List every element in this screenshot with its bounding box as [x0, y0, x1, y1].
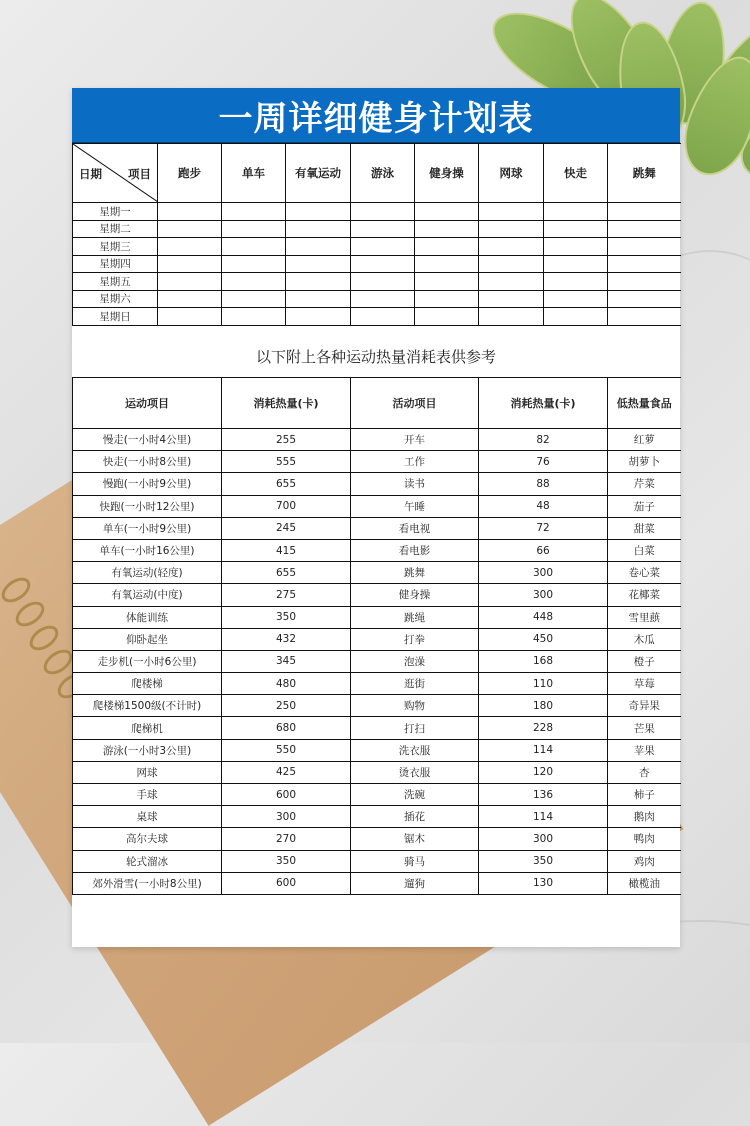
exercise-calories: 425: [222, 761, 351, 783]
table-row: [73, 761, 681, 783]
table-row: [73, 673, 681, 695]
activity-name: 烫衣服: [351, 761, 479, 783]
table-row: [73, 717, 681, 739]
activity-name: 开车: [351, 429, 479, 451]
table-row: [73, 562, 681, 584]
day-label: 星期三: [73, 238, 158, 256]
table-row: [73, 850, 681, 872]
activity-calories: 76: [479, 451, 608, 473]
plan-cell[interactable]: [222, 290, 286, 308]
exercise-calories: 655: [222, 473, 351, 495]
plan-day-row: [73, 308, 681, 326]
plan-cell[interactable]: [415, 290, 479, 308]
plan-column-header: 跑步: [158, 144, 222, 203]
exercise-name: 高尔夫球: [73, 828, 222, 850]
activity-calories: 300: [479, 584, 608, 606]
activity-calories: 130: [479, 872, 608, 894]
low-calorie-food: 芒果: [608, 717, 681, 739]
plan-cell[interactable]: [479, 290, 544, 308]
plan-cell[interactable]: [479, 220, 544, 238]
plan-cell[interactable]: [158, 255, 222, 273]
plan-column-header: 游泳: [351, 144, 415, 203]
plan-cell[interactable]: [222, 203, 286, 221]
table-row: [73, 650, 681, 672]
low-calorie-food: 柿子: [608, 784, 681, 806]
activity-calories: 300: [479, 828, 608, 850]
exercise-name: 走步机(一小时6公里): [73, 650, 222, 672]
exercise-calories: 300: [222, 806, 351, 828]
calorie-reference-table: [72, 377, 681, 895]
plan-cell[interactable]: [608, 290, 681, 308]
exercise-calories: 432: [222, 628, 351, 650]
fitness-plan-sheet: [72, 88, 680, 947]
exercise-name: 快跑(一小时12公里): [73, 495, 222, 517]
exercise-name: 有氧运动(轻度): [73, 562, 222, 584]
activity-calories: 136: [479, 784, 608, 806]
table-row: [73, 606, 681, 628]
low-calorie-food: 红萝: [608, 429, 681, 451]
exercise-name: 仰卧起坐: [73, 628, 222, 650]
exercise-calories: 255: [222, 429, 351, 451]
plan-day-row: [73, 273, 681, 291]
activity-calories: 168: [479, 650, 608, 672]
plan-cell[interactable]: [351, 273, 415, 291]
activity-name: 读书: [351, 473, 479, 495]
plan-day-row: [73, 238, 681, 256]
table-row: [73, 806, 681, 828]
low-calorie-food: 鸡肉: [608, 850, 681, 872]
table-row: [73, 584, 681, 606]
exercise-calories: 550: [222, 739, 351, 761]
low-calorie-food: 鹅肉: [608, 806, 681, 828]
low-calorie-food: 胡萝卜: [608, 451, 681, 473]
page-title: 一周详细健身计划表: [72, 88, 680, 144]
table-row: [73, 429, 681, 451]
activity-name: 骑马: [351, 850, 479, 872]
table-row: [73, 628, 681, 650]
reference-section-title: 以下附上各种运动热量消耗表供参考: [255, 347, 496, 366]
activity-name: 洗碗: [351, 784, 479, 806]
table-row: [73, 539, 681, 561]
plan-cell[interactable]: [544, 255, 608, 273]
table-row: [73, 695, 681, 717]
exercise-name: 慢跑(一小时9公里): [73, 473, 222, 495]
activity-name: 打扫: [351, 717, 479, 739]
exercise-name: 轮式溜冰: [73, 850, 222, 872]
plan-cell[interactable]: [544, 308, 608, 326]
plan-column-header: 健身操: [415, 144, 479, 203]
activity-name: 跳舞: [351, 562, 479, 584]
exercise-calories: 555: [222, 451, 351, 473]
day-label: 星期二: [73, 220, 158, 238]
activity-calories: 120: [479, 761, 608, 783]
exercise-calories: 250: [222, 695, 351, 717]
exercise-name: 桌球: [73, 806, 222, 828]
plan-cell[interactable]: [479, 308, 544, 326]
plan-cell[interactable]: [158, 238, 222, 256]
table-row: [73, 872, 681, 894]
plan-cell[interactable]: [222, 238, 286, 256]
plan-cell[interactable]: [351, 255, 415, 273]
corner-label-item: 项目: [128, 167, 151, 181]
plan-cell[interactable]: [479, 203, 544, 221]
table-row: [73, 784, 681, 806]
low-calorie-food: 木瓜: [608, 628, 681, 650]
plan-cell[interactable]: [608, 220, 681, 238]
exercise-name: 爬梯机: [73, 717, 222, 739]
activity-name: 泡澡: [351, 650, 479, 672]
corner-label-date: 日期: [79, 167, 102, 181]
exercise-name: 游泳(一小时3公里): [73, 739, 222, 761]
low-calorie-food: 甜菜: [608, 517, 681, 539]
day-label: 星期日: [73, 308, 158, 326]
exercise-calories: 680: [222, 717, 351, 739]
activity-calories: 110: [479, 673, 608, 695]
plan-column-header: 跳舞: [608, 144, 681, 203]
activity-name: 跳绳: [351, 606, 479, 628]
low-calorie-food: 橙子: [608, 650, 681, 672]
plan-cell[interactable]: [415, 273, 479, 291]
exercise-calories: 600: [222, 784, 351, 806]
plan-column-header: 网球: [479, 144, 544, 203]
plan-cell[interactable]: [158, 220, 222, 238]
exercise-name: 爬楼梯: [73, 673, 222, 695]
column-header: 消耗热量(卡): [479, 378, 608, 429]
low-calorie-food: 鸭肉: [608, 828, 681, 850]
plan-cell[interactable]: [544, 290, 608, 308]
low-calorie-food: 芹菜: [608, 473, 681, 495]
plan-column-header: 快走: [544, 144, 608, 203]
activity-calories: 114: [479, 806, 608, 828]
day-label: 星期六: [73, 290, 158, 308]
low-calorie-food: 奇异果: [608, 695, 681, 717]
low-calorie-food: 卷心菜: [608, 562, 681, 584]
day-label: 星期四: [73, 255, 158, 273]
plan-corner-cell: [73, 144, 158, 203]
plan-cell[interactable]: [351, 308, 415, 326]
plan-cell[interactable]: [608, 238, 681, 256]
plan-cell[interactable]: [544, 238, 608, 256]
exercise-name: 网球: [73, 761, 222, 783]
column-header: 活动项目: [351, 378, 479, 429]
plan-cell[interactable]: [415, 238, 479, 256]
activity-calories: 450: [479, 628, 608, 650]
activity-calories: 48: [479, 495, 608, 517]
plan-cell[interactable]: [351, 290, 415, 308]
table-row: [73, 828, 681, 850]
activity-calories: 88: [479, 473, 608, 495]
plan-cell[interactable]: [286, 220, 351, 238]
table-row: [73, 473, 681, 495]
plan-cell[interactable]: [158, 308, 222, 326]
column-header: 消耗热量(卡): [222, 378, 351, 429]
low-calorie-food: 杏: [608, 761, 681, 783]
exercise-calories: 350: [222, 606, 351, 628]
exercise-calories: 700: [222, 495, 351, 517]
exercise-calories: 415: [222, 539, 351, 561]
exercise-calories: 480: [222, 673, 351, 695]
plan-cell[interactable]: [286, 273, 351, 291]
plan-cell[interactable]: [544, 203, 608, 221]
activity-calories: 114: [479, 739, 608, 761]
plan-cell[interactable]: [608, 203, 681, 221]
low-calorie-food: 草莓: [608, 673, 681, 695]
exercise-name: 手球: [73, 784, 222, 806]
low-calorie-food: 茄子: [608, 495, 681, 517]
activity-calories: 82: [479, 429, 608, 451]
plan-cell[interactable]: [479, 255, 544, 273]
plan-cell[interactable]: [286, 308, 351, 326]
exercise-name: 单车(一小时16公里): [73, 539, 222, 561]
exercise-name: 慢走(一小时4公里): [73, 429, 222, 451]
plan-cell[interactable]: [158, 273, 222, 291]
plan-cell[interactable]: [351, 203, 415, 221]
activity-name: 锯木: [351, 828, 479, 850]
plan-cell[interactable]: [544, 273, 608, 291]
table-row: [73, 739, 681, 761]
activity-name: 看电视: [351, 517, 479, 539]
activity-calories: 228: [479, 717, 608, 739]
low-calorie-food: 苹果: [608, 739, 681, 761]
low-calorie-food: 花椰菜: [608, 584, 681, 606]
exercise-calories: 345: [222, 650, 351, 672]
day-label: 星期一: [73, 203, 158, 221]
activity-name: 看电影: [351, 539, 479, 561]
activity-name: 午睡: [351, 495, 479, 517]
column-header: 低热量食品: [608, 378, 681, 429]
activity-calories: 448: [479, 606, 608, 628]
exercise-calories: 600: [222, 872, 351, 894]
column-header: 运动项目: [73, 378, 222, 429]
exercise-name: 郊外滑雪(一小时8公里): [73, 872, 222, 894]
plan-cell[interactable]: [286, 238, 351, 256]
plan-cell[interactable]: [158, 290, 222, 308]
low-calorie-food: 橄榄油: [608, 872, 681, 894]
plan-day-row: [73, 203, 681, 221]
plan-header-row: [73, 144, 681, 203]
exercise-calories: 275: [222, 584, 351, 606]
activity-calories: 72: [479, 517, 608, 539]
plan-cell[interactable]: [286, 203, 351, 221]
plan-day-row: [73, 290, 681, 308]
activity-name: 工作: [351, 451, 479, 473]
activity-name: 逛街: [351, 673, 479, 695]
plan-cell[interactable]: [608, 308, 681, 326]
exercise-name: 体能训练: [73, 606, 222, 628]
plan-cell[interactable]: [479, 273, 544, 291]
exercise-calories: 350: [222, 850, 351, 872]
table-row: [73, 517, 681, 539]
activity-calories: 180: [479, 695, 608, 717]
plan-cell[interactable]: [479, 238, 544, 256]
plan-cell[interactable]: [351, 220, 415, 238]
plan-cell[interactable]: [158, 203, 222, 221]
plan-cell[interactable]: [608, 273, 681, 291]
exercise-calories: 270: [222, 828, 351, 850]
plan-cell[interactable]: [286, 255, 351, 273]
activity-calories: 350: [479, 850, 608, 872]
plan-cell[interactable]: [544, 220, 608, 238]
plan-column-header: 有氧运动: [286, 144, 351, 203]
exercise-name: 爬楼梯1500级(不计时): [73, 695, 222, 717]
activity-calories: 300: [479, 562, 608, 584]
activity-name: 购物: [351, 695, 479, 717]
plan-cell[interactable]: [286, 290, 351, 308]
activity-name: 插花: [351, 806, 479, 828]
activity-name: 健身操: [351, 584, 479, 606]
plan-cell[interactable]: [415, 308, 479, 326]
low-calorie-food: 雪里蕻: [608, 606, 681, 628]
day-label: 星期五: [73, 273, 158, 291]
plan-cell[interactable]: [222, 273, 286, 291]
plan-day-row: [73, 220, 681, 238]
exercise-calories: 245: [222, 517, 351, 539]
activity-name: 遛狗: [351, 872, 479, 894]
activity-name: 打拳: [351, 628, 479, 650]
low-calorie-food: 白菜: [608, 539, 681, 561]
activity-name: 洗衣服: [351, 739, 479, 761]
plan-column-header: 单车: [222, 144, 286, 203]
plan-day-row: [73, 255, 681, 273]
weekly-plan-table: [72, 143, 681, 326]
table-row: [73, 451, 681, 473]
reference-header-row: [73, 378, 681, 429]
exercise-name: 快走(一小时8公里): [73, 451, 222, 473]
exercise-name: 单车(一小时9公里): [73, 517, 222, 539]
plan-cell[interactable]: [351, 238, 415, 256]
plan-cell[interactable]: [222, 255, 286, 273]
plan-cell[interactable]: [608, 255, 681, 273]
plan-cell[interactable]: [222, 308, 286, 326]
plan-cell[interactable]: [415, 255, 479, 273]
plan-cell[interactable]: [415, 220, 479, 238]
plan-cell[interactable]: [415, 203, 479, 221]
exercise-calories: 655: [222, 562, 351, 584]
plan-cell[interactable]: [222, 220, 286, 238]
activity-calories: 66: [479, 539, 608, 561]
table-row: [73, 495, 681, 517]
exercise-name: 有氧运动(中度): [73, 584, 222, 606]
